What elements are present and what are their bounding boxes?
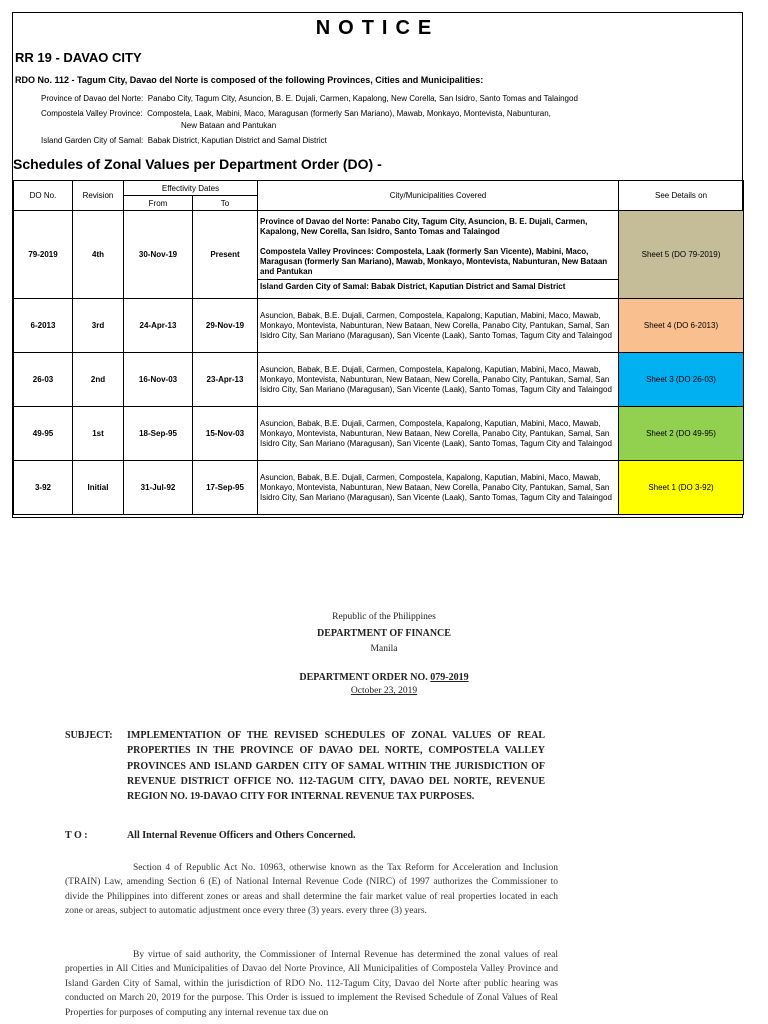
cell-do-no: 49-95 (14, 407, 73, 461)
republic-heading: Republic of the Philippines (332, 612, 436, 622)
department-heading: DEPARTMENT OF FINANCE (317, 628, 451, 639)
revenue-region: RR 19 - DAVAO CITY (15, 50, 142, 65)
province-compostela-valley-cont: New Bataan and Pantukan (181, 121, 277, 130)
cell-from: 16-Nov-03 (124, 353, 193, 407)
cell-to: 29-Nov-19 (193, 299, 258, 353)
cell-revision: 2nd (73, 353, 124, 407)
header-effectivity: Effectivity Dates (124, 181, 258, 196)
province-label: Province of Davao del Norte: (41, 94, 144, 103)
cell-details-sheet-5[interactable]: Sheet 5 (DO 79-2019) (619, 211, 744, 299)
subject-label: SUBJECT: (65, 730, 113, 741)
cities-davao-del-norte: Province of Davao del Norte: Panabo City, Tagum City, Asuncion, B. E. Dujali, Carmen, Kapalong, New Corella, San Isidro, Santo Tomas and Talaingod (260, 217, 588, 236)
cell-do-no: 26-03 (14, 353, 73, 407)
cell-details-sheet-2[interactable]: Sheet 2 (DO 49-95) (619, 407, 744, 461)
cell-details-sheet-1[interactable]: Sheet 1 (DO 3-92) (619, 461, 744, 515)
notice-title: NOTICE (315, 17, 440, 39)
cell-revision: 3rd (73, 299, 124, 353)
paragraph-2: By virtue of said authority, the Commissioner of Internal Revenue has determined the zonal values of real properties in All Cities and Municipalities of Davao del Norte Province, All Municipalities of Compostela Valley Province and Island Garden City of Samal, within the jurisdiction of RDO No. 112-Tagum City, Davao del Norte after public hearing was conducted on March 20, 2019 for the purpose. This Order is issued to implement the Revised Schedule of Zonal Values of Real Properties for purposes of computing any internal revenue tax due on (65, 950, 558, 1018)
cell-details-sheet-4[interactable]: Sheet 4 (DO 6-2013) (619, 299, 744, 353)
cities-samal: Island Garden City of Samal: Babak District, Kaputian District and Samal District (258, 279, 618, 294)
cell-cities: Asuncion, Babak, B.E. Dujali, Carmen, Compostela, Kapalong, Kaputian, Mabini, Maco, Mawab, Monkayo, Montevista, Nabunturan, New Bataan, New Corella, Panabo City, Pantukan, Samal, San Isidro City, San Mariano (Maragusan), San Vicente (Laak), Santo Tomas, Tagum City and Talaingod (258, 461, 619, 515)
order-number-line (0, 672, 768, 683)
cell-to: 23-Apr-13 (193, 353, 258, 407)
table-row (14, 299, 744, 353)
rdo-text: - Tagum City, Davao del Norte is composed of the following Provinces, Cities and Municipalities: (69, 75, 484, 85)
cell-to: Present (193, 211, 258, 299)
table-row (14, 353, 744, 407)
header-do-no: DO No. (14, 181, 73, 211)
province-label: Compostela Valley Province: (41, 109, 143, 118)
province-island-garden-samal (41, 136, 327, 145)
cell-revision: 4th (73, 211, 124, 299)
table-row (14, 211, 744, 299)
paragraph-1: Section 4 of Republic Act No. 10963, otherwise known as the Tax Reform for Acceleration and Inclusion (TRAIN) Law, amending Section 6 (E) of National Internal Revenue Code (NIRC) of 1997 authorizes the Commissioner to divide the Philippines into different zones or areas and shall determine the fair market value of real properties located in each zone or areas, subject to automatic adjustment once every three (3) years. every three (3) years. (65, 863, 558, 917)
cell-to: 15-Nov-03 (193, 407, 258, 461)
cell-to: 17-Sep-95 (193, 461, 258, 515)
cell-details-sheet-3[interactable]: Sheet 3 (DO 26-03) (619, 353, 744, 407)
cell-from: 30-Nov-19 (124, 211, 193, 299)
cell-from: 31-Jul-92 (124, 461, 193, 515)
cell-from: 18-Sep-95 (124, 407, 193, 461)
cell-cities: Asuncion, Babak, B.E. Dujali, Carmen, Compostela, Kapalong, Kaputian, Mabini, Maco, Mawab, Monkayo, Montevista, Nabunturan, New Bataan, New Corella, Panabo City, Pantukan, Samal, San Isidro City, San Mariano (Maragusan), San Vicente (Laak), Santo Tomas, Tagum City and Talaingod (258, 353, 619, 407)
header-from: From (124, 196, 193, 211)
order-number: 079-2019 (430, 672, 469, 683)
cell-do-no: 79-2019 (14, 211, 73, 299)
table-row (14, 461, 744, 515)
cell-cities: Asuncion, Babak, B.E. Dujali, Carmen, Compostela, Kapalong, Kaputian, Mabini, Maco, Mawab, Monkayo, Montevista, Nabunturan, New Bataan, New Corella, Panabo City, Pantukan, Samal, San Isidro City, San Mariano (Maragusan), San Vicente (Laak), Santo Tomas, Tagum City and Talaingod (258, 407, 619, 461)
cell-do-no: 3-92 (14, 461, 73, 515)
header-to: To (193, 196, 258, 211)
province-label: Island Garden City of Samal: (41, 136, 144, 145)
rdo-description (15, 75, 483, 85)
zonal-values-table (13, 180, 744, 515)
city-heading: Manila (370, 644, 398, 654)
subject-block (65, 728, 545, 804)
to-text: All Internal Revenue Officers and Others Concerned. (126, 830, 356, 841)
notice-box (12, 12, 743, 518)
order-date-line (0, 686, 768, 696)
to-label: T O : (65, 830, 88, 841)
cell-cities (258, 211, 619, 299)
cell-from: 24-Apr-13 (124, 299, 193, 353)
province-value: Compostela, Laak, Mabini, Maco, Maragusan (formerly San Mariano), Mawab, Monkayo, Montevista, Nabunturan, (147, 109, 551, 118)
schedules-title: Schedules of Zonal Values per Department Order (DO) - (13, 156, 382, 172)
header-cities: City/Municipalities Covered (258, 181, 619, 211)
order-date: October 23, 2019 (350, 686, 418, 696)
province-compostela-valley (41, 109, 551, 118)
cities-compostela-valley: Compostela Valley Provinces: Compostela, Laak (formerly San Vicente), Mabini, Maco, Maragusan (formerly San Mariano), Mawab, Monkayo, Montevista, Nabunturan, New Bataan and Pantukan (260, 247, 608, 276)
header-details: See Details on (619, 181, 744, 211)
province-davao-del-norte (41, 94, 578, 103)
rdo-number: RDO No. 112 (15, 75, 70, 85)
cell-do-no: 6-2013 (14, 299, 73, 353)
table-row (14, 407, 744, 461)
cell-revision: 1st (73, 407, 124, 461)
province-value: Panabo City, Tagum City, Asuncion, B. E. Dujali, Carmen, Kapalong, New Corella, San Isidro, Santo Tomas and Talaingod (147, 94, 578, 103)
province-value: Babak District, Kaputian District and Samal District (147, 136, 327, 145)
addressee-block (65, 830, 356, 841)
header-revision: Revision (73, 181, 124, 211)
cell-revision: Initial (73, 461, 124, 515)
order-label: DEPARTMENT ORDER NO. (299, 672, 428, 683)
cell-cities: Asuncion, Babak, B.E. Dujali, Carmen, Compostela, Kapalong, Kaputian, Mabini, Maco, Mawab, Monkayo, Montevista, Nabunturan, New Bataan, New Corella, Panabo City, Pantukan, Samal, San Isidro City, San Mariano (Maragusan), San Vicente (Laak), Santo Tomas, Tagum City and Talaingod (258, 299, 619, 353)
subject-text: IMPLEMENTATION OF THE REVISED SCHEDULES OF ZONAL VALUES OF REAL PROPERTIES IN THE PROVINCE OF DAVAO DEL NORTE, COMPOSTELA VALLEY PROVINCES AND ISLAND GARDEN CITY OF SAMAL WITHIN THE JURISDICTION OF REVENUE DISTRICT OFFICE NO. 112-TAGUM CITY, DAVAO DEL NORTE, REVENUE REGION NO. 19-DAVAO CITY FOR INTERNAL REVENUE TAX PURPOSES. (127, 730, 545, 803)
